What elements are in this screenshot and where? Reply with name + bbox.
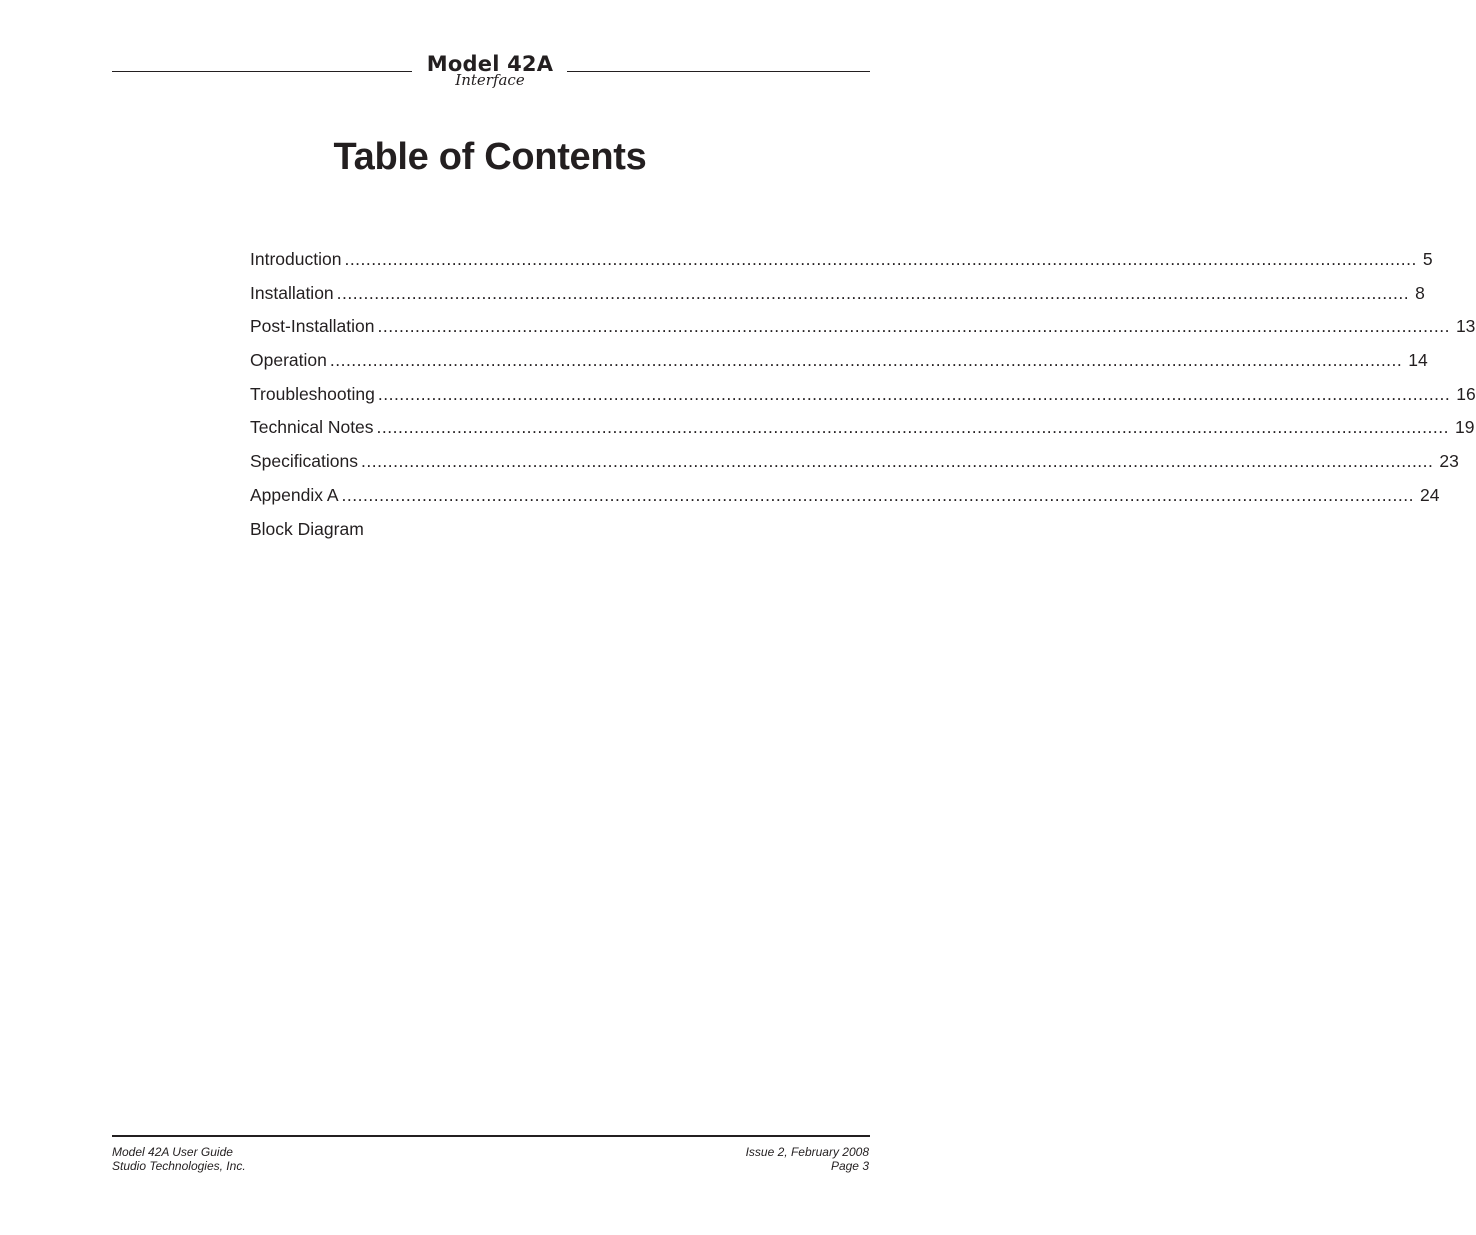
footer-issue: Issue 2, February 2008 [745,1145,869,1159]
page-title: Table of Contents [333,136,647,178]
toc-entry[interactable] [250,414,1475,448]
toc-entry-page: 5 [1422,249,1433,269]
toc-entry-label: Installation [250,282,334,303]
toc-entry-no-leader[interactable] [250,516,730,550]
toc-entry[interactable] [250,482,1440,516]
toc-entry-page: 8 [1415,282,1425,303]
toc-entry-label: Block Diagram [250,518,364,539]
header-rule-right [567,71,870,72]
toc-entry-page: 19 [1454,417,1475,438]
footer-right [746,1145,869,1173]
toc-entry-page: 13 [1455,316,1476,337]
toc-leader-dots: ........................................................................................................................................................................................................ [344,249,1417,269]
toc-entry-page: 24 [1419,484,1440,505]
toc-entry-label: Operation [250,350,327,371]
toc-entry-page: 14 [1408,350,1428,371]
toc-leader-dots: ........................................................................................................................................................................................................ [341,484,1414,505]
logo-main-text: Model 42A [426,52,554,76]
toc-leader-dots: ........................................................................................................................................................................................................ [329,350,1403,371]
toc-entry[interactable] [250,280,1425,314]
toc-entry-label: Technical Notes [250,417,374,438]
toc-entry[interactable] [250,313,1476,347]
footer-guide-title: Model 42A User Guide [112,1145,233,1159]
toc-entry[interactable] [250,246,1433,280]
table-of-contents [250,246,1476,549]
product-logo [417,52,563,87]
toc-entry-label: Appendix A [250,484,339,505]
footer-page-number: Page 3 [830,1159,869,1173]
toc-entry-page: 23 [1439,451,1459,472]
toc-entry-label: Specifications [250,451,358,472]
toc-entry-label: Post-Installation [250,316,375,337]
toc-entry[interactable] [250,381,1476,415]
footer-company: Studio Technologies, Inc. [112,1159,246,1173]
footer-rule [112,1135,870,1137]
toc-entry[interactable] [250,347,1428,381]
toc-leader-dots: ........................................................................................................................................................................................................ [336,282,1410,303]
toc-leader-dots: ........................................................................................................................................................................................................ [377,316,1450,337]
toc-leader-dots: ........................................................................................................................................................................................................ [360,451,1434,472]
toc-leader-dots: ........................................................................................................................................................................................................ [376,417,1449,438]
logo-sub-text: Interface [455,71,525,89]
page-header [112,52,870,96]
header-rule-left [112,71,412,72]
toc-entry-label: Introduction [250,249,342,269]
toc-entry[interactable] [250,448,1459,482]
toc-leader-dots: ........................................................................................................................................................................................................ [377,383,1451,404]
footer-left [112,1145,246,1173]
toc-entry-page: 16 [1456,383,1476,404]
toc-entry-label: Troubleshooting [250,383,375,404]
